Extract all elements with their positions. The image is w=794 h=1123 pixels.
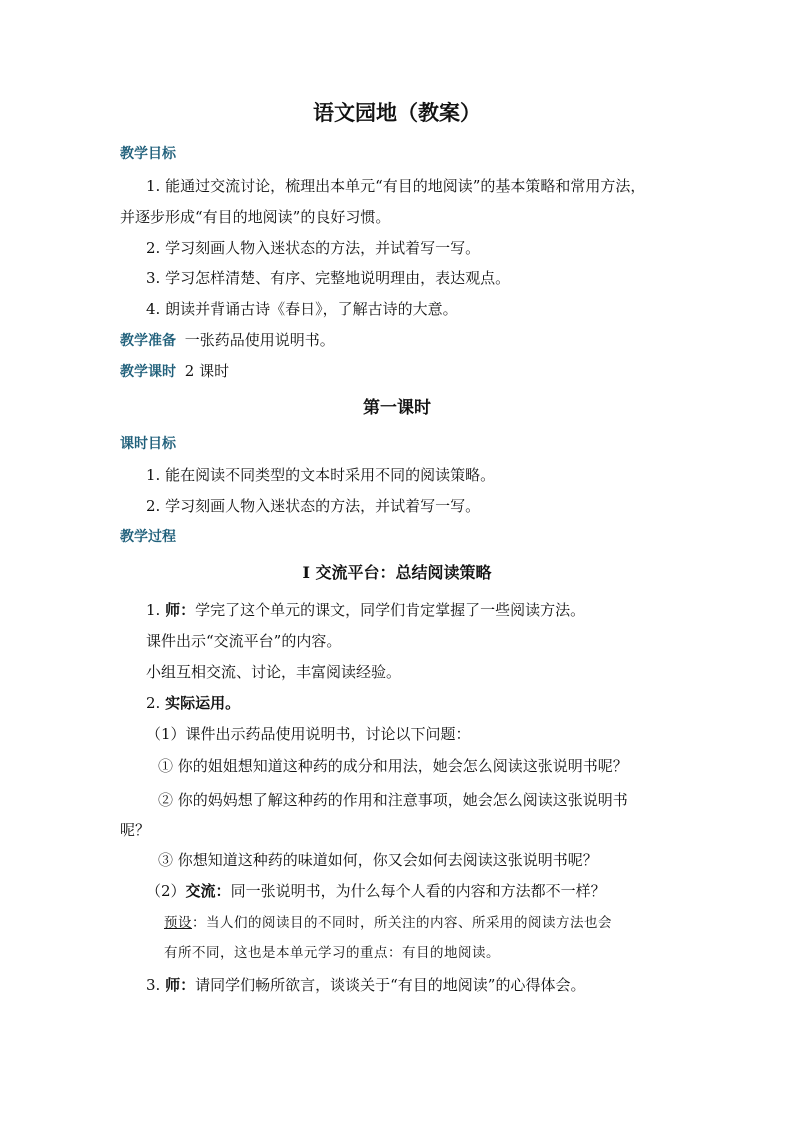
step-3 <box>146 975 585 995</box>
step-2-num: 2. <box>146 694 161 712</box>
step-2-1: （1）课件出示药品使用说明书，讨论以下问题： <box>146 725 471 743</box>
step-1-speaker: 师： <box>165 601 196 619</box>
question-2-cont: 呢？ <box>120 821 151 839</box>
question-3: ③ 你想知道这种药的味道如何，你又会如何去阅读这张说明书呢？ <box>158 851 598 869</box>
preset-note <box>164 913 612 933</box>
section-title: Ⅰ 交流平台：总结阅读策略 <box>302 563 492 582</box>
lesson-goal-2: 2. 学习刻画人物入迷状态的方法，并试着写一写。 <box>146 497 481 515</box>
preset-label: 预设 <box>164 915 192 931</box>
lesson-title: 第一课时 <box>363 398 431 418</box>
step-1-b: 课件出示“交流平台”的内容。 <box>146 632 342 650</box>
step-3-num: 3. <box>146 976 161 994</box>
hours-row <box>120 361 229 382</box>
step-3-text: 请同学们畅所欲言，谈谈关于“有目的地阅读”的心得体会。 <box>195 976 586 994</box>
preset-note-cont: 有所不同，这也是本单元学习的重点：有目的地阅读。 <box>164 945 500 961</box>
hours-text: 2 课时 <box>184 362 230 380</box>
hours-heading: 教学课时 <box>120 364 176 380</box>
step-2-2 <box>146 881 606 901</box>
goal-item-1: 1. 能通过交流讨论，梳理出本单元“有目的地阅读”的基本策略和常用方法， <box>146 177 646 195</box>
goal-item-3: 3. 学习怎样清楚、有序、完整地说明理由，表达观点。 <box>146 269 511 287</box>
prep-row <box>120 330 335 351</box>
step-1-num: 1. <box>146 601 161 619</box>
step-1 <box>146 600 585 620</box>
prep-heading: 教学准备 <box>120 333 176 349</box>
step-3-speaker: 师： <box>165 976 196 994</box>
step-1-c: 小组互相交流、讨论，丰富阅读经验。 <box>146 663 402 681</box>
page-title: 语文园地（教案） <box>313 100 481 125</box>
preset-text: ：当人们的阅读目的不同时，所关注的内容、所采用的阅读方法也会 <box>192 915 612 931</box>
step-2-2-num: （2） <box>146 882 186 900</box>
process-heading: 教学过程 <box>120 529 176 545</box>
goals-heading: 教学目标 <box>120 146 176 162</box>
step-2-2-text: 同一张说明书，为什么每个人看的内容和方法都不一样？ <box>230 882 606 900</box>
goal-item-4: 4. 朗读并背诵古诗《春日》，了解古诗的大意。 <box>146 300 458 318</box>
lesson-goal-heading: 课时目标 <box>120 436 176 452</box>
step-1-text: 学完了这个单元的课文，同学们肯定掌握了一些阅读方法。 <box>195 601 586 619</box>
goal-item-2: 2. 学习刻画人物入迷状态的方法，并试着写一写。 <box>146 239 481 257</box>
goal-item-1-cont: 并逐步形成“有目的地阅读”的良好习惯。 <box>120 208 391 226</box>
question-1: ① 你的姐姐想知道这种药的成分和用法，她会怎么阅读这张说明书呢？ <box>158 757 628 775</box>
prep-text: 一张药品使用说明书。 <box>184 331 335 349</box>
lesson-goal-1: 1. 能在阅读不同类型的文本时采用不同的阅读策略。 <box>146 466 496 484</box>
step-2 <box>146 693 240 713</box>
question-2: ② 你的妈妈想了解这种药的作用和注意事项，她会怎么阅读这张说明书 <box>158 791 628 809</box>
step-2-2-label: 交流： <box>185 882 231 900</box>
step-2-title: 实际运用。 <box>165 694 241 712</box>
